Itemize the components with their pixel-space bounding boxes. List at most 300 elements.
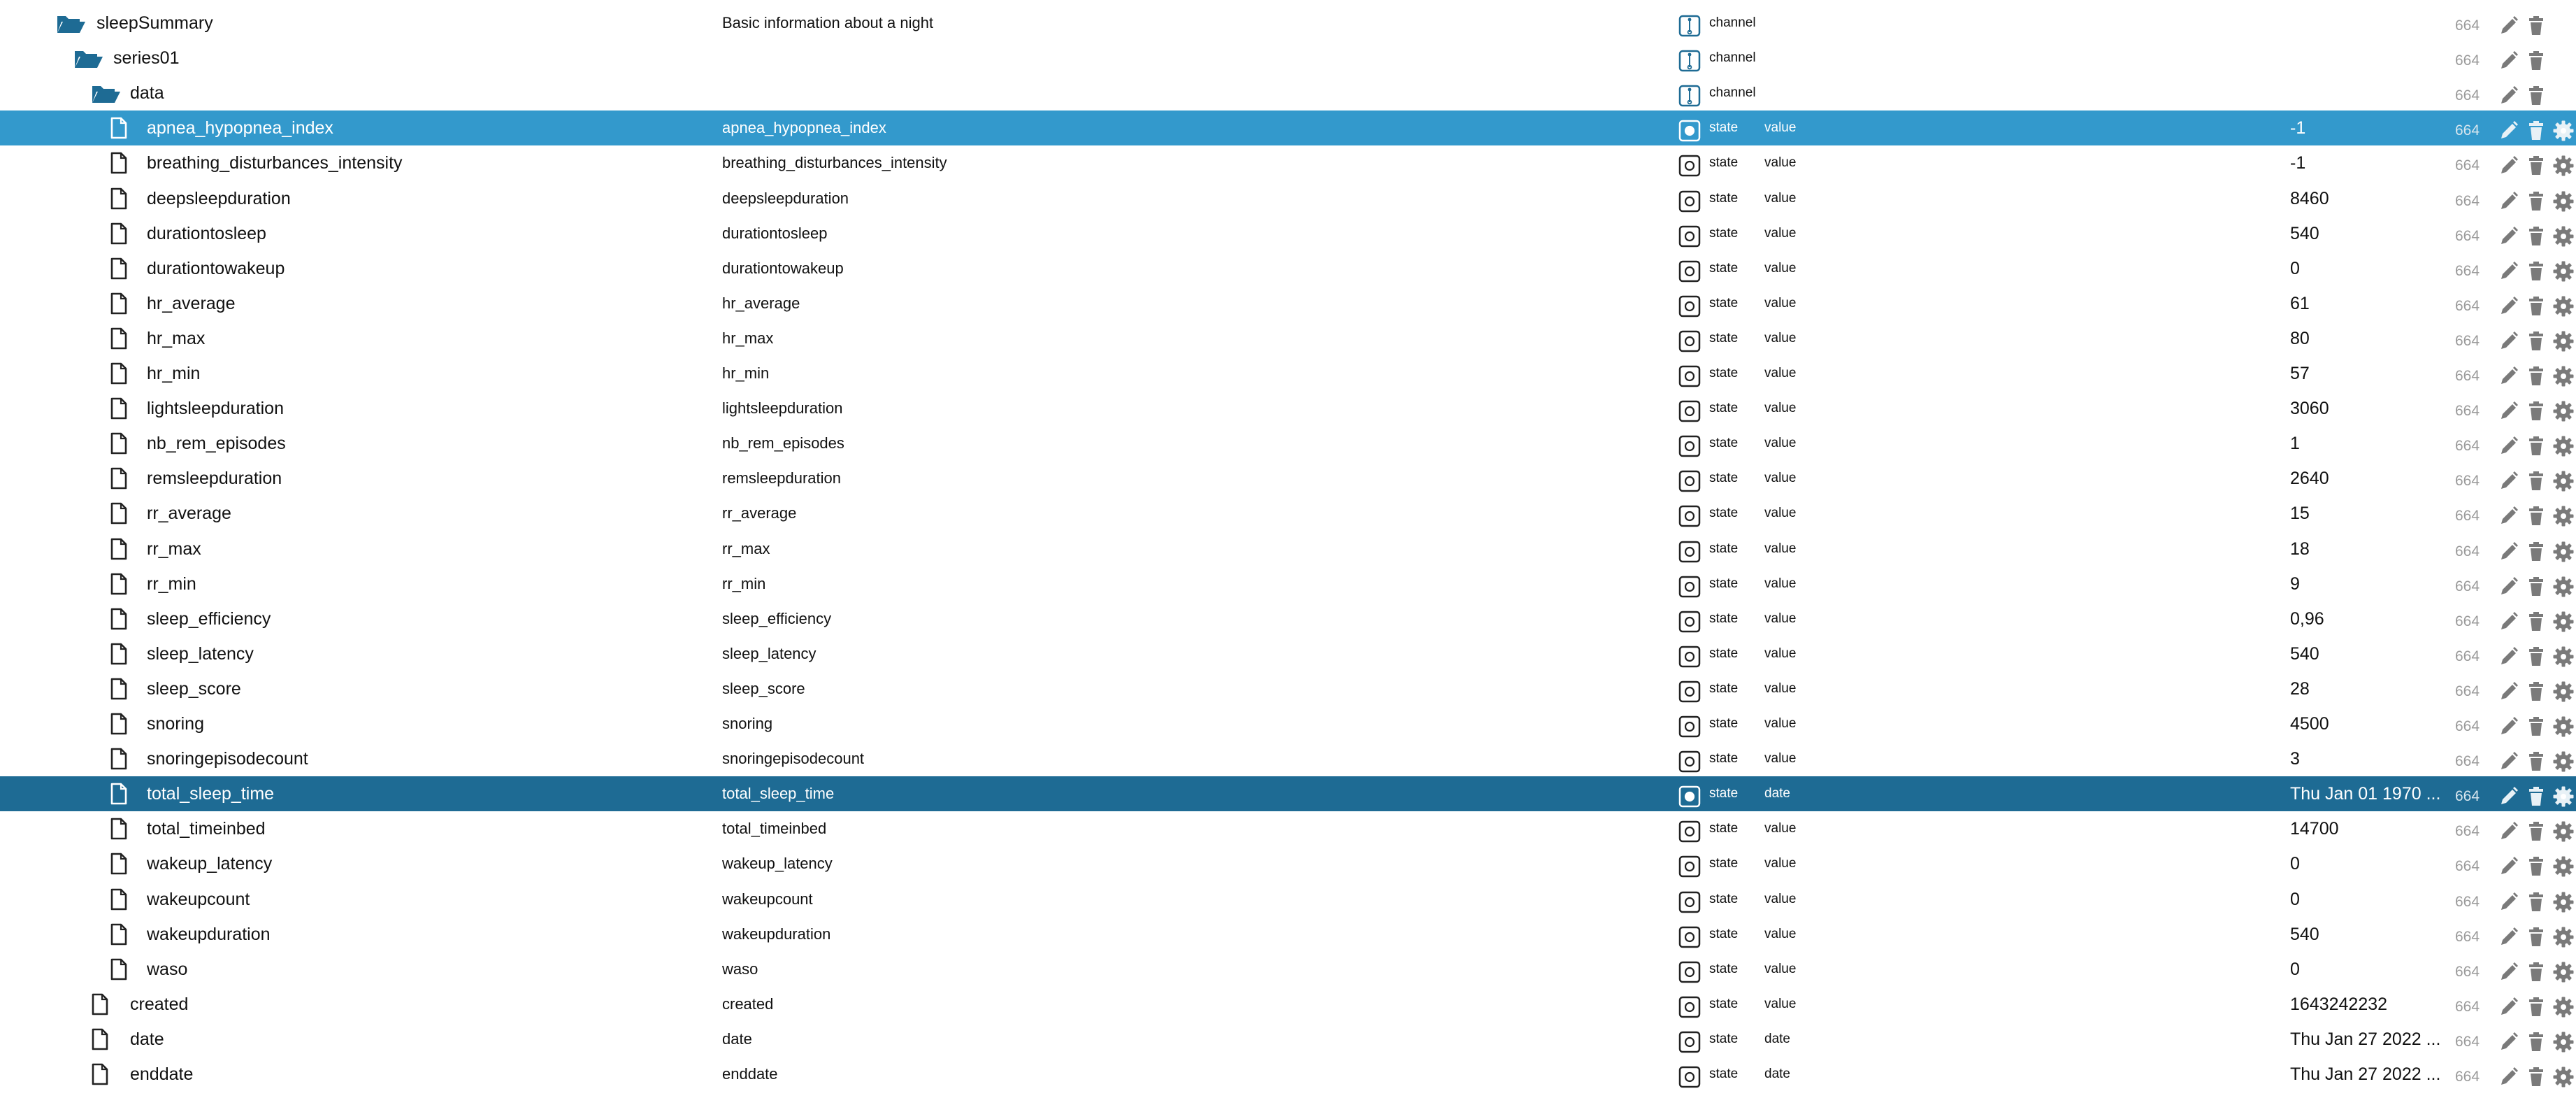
tree-row[interactable] xyxy=(0,145,2576,180)
settings-gear-icon[interactable] xyxy=(2553,541,2574,562)
object-role: value xyxy=(1764,120,1797,136)
file-icon xyxy=(110,853,131,875)
object-value[interactable]: 540 xyxy=(2290,643,2319,664)
object-value[interactable]: 61 xyxy=(2290,293,2310,313)
settings-gear-icon[interactable] xyxy=(2553,226,2574,247)
acl-badge: 664 xyxy=(2455,578,2480,594)
folder-open-icon[interactable] xyxy=(56,12,77,34)
object-value[interactable] xyxy=(2290,76,2458,110)
state-icon xyxy=(1678,820,1701,843)
delete-icon[interactable] xyxy=(2526,681,2547,702)
edit-icon[interactable] xyxy=(2498,85,2519,106)
object-role: value xyxy=(1764,680,1797,696)
object-type: state xyxy=(1709,926,1739,941)
object-type: state xyxy=(1709,1067,1739,1081)
tree-row[interactable] xyxy=(0,882,2576,917)
tree-row[interactable] xyxy=(0,181,2576,216)
delete-icon[interactable] xyxy=(2526,401,2547,422)
delete-icon[interactable] xyxy=(2526,576,2547,597)
object-value[interactable]: 18 xyxy=(2290,539,2310,559)
settings-gear-icon[interactable] xyxy=(2553,611,2574,632)
state-icon xyxy=(1678,785,1701,808)
file-icon xyxy=(110,573,131,595)
tree-row[interactable] xyxy=(0,1057,2576,1092)
settings-gear-icon[interactable] xyxy=(2553,120,2574,141)
object-value[interactable]: 0 xyxy=(2290,889,2300,909)
object-type: state xyxy=(1709,856,1739,871)
object-name: durationtosleep xyxy=(147,223,266,243)
delete-icon[interactable] xyxy=(2526,751,2547,772)
settings-gear-icon[interactable] xyxy=(2553,366,2574,387)
object-description: durationtowakeup xyxy=(722,259,844,277)
acl-badge: 664 xyxy=(2455,998,2480,1015)
edit-icon[interactable] xyxy=(2498,261,2519,282)
object-value[interactable]: 2640 xyxy=(2290,469,2329,489)
acl-badge: 664 xyxy=(2455,297,2480,314)
object-role: date xyxy=(1764,786,1790,801)
edit-icon[interactable] xyxy=(2498,892,2519,913)
delete-icon[interactable] xyxy=(2526,506,2547,527)
file-icon xyxy=(110,713,131,735)
object-type: state xyxy=(1709,996,1739,1011)
tree-row[interactable] xyxy=(0,251,2576,286)
acl-badge: 664 xyxy=(2455,683,2480,699)
settings-gear-icon[interactable] xyxy=(2553,191,2574,212)
tree-row[interactable] xyxy=(0,952,2576,987)
state-icon xyxy=(1678,435,1701,457)
tree-row[interactable] xyxy=(0,391,2576,426)
object-value[interactable]: -1 xyxy=(2290,118,2306,138)
state-icon xyxy=(1678,190,1701,213)
acl-badge: 664 xyxy=(2455,52,2480,69)
object-description: rr_max xyxy=(722,539,770,557)
object-type: state xyxy=(1709,1031,1739,1046)
delete-icon[interactable] xyxy=(2526,716,2547,737)
edit-icon[interactable] xyxy=(2498,120,2519,141)
settings-gear-icon[interactable] xyxy=(2553,1067,2574,1088)
state-icon xyxy=(1678,365,1701,387)
file-icon xyxy=(110,923,131,946)
settings-gear-icon[interactable] xyxy=(2553,506,2574,527)
settings-gear-icon[interactable] xyxy=(2553,646,2574,667)
tree-row[interactable] xyxy=(0,566,2576,601)
acl-badge: 664 xyxy=(2455,893,2480,910)
object-value[interactable]: 9 xyxy=(2290,573,2300,594)
delete-icon[interactable] xyxy=(2526,366,2547,387)
state-icon xyxy=(1678,646,1701,668)
delete-icon[interactable] xyxy=(2526,261,2547,282)
object-type: state xyxy=(1709,471,1739,486)
channel-icon xyxy=(1678,15,1701,37)
file-icon xyxy=(110,117,131,139)
object-value[interactable]: 3060 xyxy=(2290,399,2329,419)
tree-row[interactable] xyxy=(0,286,2576,321)
delete-icon[interactable] xyxy=(2526,541,2547,562)
edit-icon[interactable] xyxy=(2498,681,2519,702)
object-description: hr_max xyxy=(722,329,774,347)
delete-icon[interactable] xyxy=(2526,50,2547,71)
edit-icon[interactable] xyxy=(2498,471,2519,492)
edit-icon[interactable] xyxy=(2498,331,2519,352)
object-name: sleepSummary xyxy=(96,13,213,33)
delete-icon[interactable] xyxy=(2526,120,2547,141)
object-role: value xyxy=(1764,330,1797,345)
object-description: date xyxy=(722,1029,752,1048)
settings-gear-icon[interactable] xyxy=(2553,155,2574,176)
edit-icon[interactable] xyxy=(2498,751,2519,772)
object-value[interactable]: 3 xyxy=(2290,749,2300,769)
edit-icon[interactable] xyxy=(2498,15,2519,36)
object-role: value xyxy=(1764,366,1797,380)
object-type: state xyxy=(1709,366,1739,380)
object-value[interactable]: Thu Jan 01 1970 ... xyxy=(2290,784,2441,804)
object-value[interactable]: 0 xyxy=(2290,959,2300,979)
object-description: sleep_latency xyxy=(722,644,816,662)
delete-icon[interactable] xyxy=(2526,611,2547,632)
object-description: durationtosleep xyxy=(722,224,828,242)
object-type: state xyxy=(1709,786,1739,801)
object-description: Basic information about a night xyxy=(722,14,934,31)
object-description: wakeupduration xyxy=(722,925,831,943)
object-role: date xyxy=(1764,1067,1790,1081)
edit-icon[interactable] xyxy=(2498,155,2519,176)
object-value[interactable] xyxy=(2290,41,2458,76)
state-icon xyxy=(1678,996,1701,1018)
edit-icon[interactable] xyxy=(2498,191,2519,212)
delete-icon[interactable] xyxy=(2526,997,2547,1018)
object-description: snoringepisodecount xyxy=(722,750,865,768)
folder-open-icon[interactable] xyxy=(91,82,112,104)
delete-icon[interactable] xyxy=(2526,892,2547,913)
object-description: total_sleep_time xyxy=(722,785,835,803)
edit-icon[interactable] xyxy=(2498,646,2519,667)
object-description: hr_min xyxy=(722,364,770,382)
delete-icon[interactable] xyxy=(2526,927,2547,948)
object-value[interactable]: 28 xyxy=(2290,678,2310,699)
object-name: deepsleepduration xyxy=(147,188,291,208)
edit-icon[interactable] xyxy=(2498,50,2519,71)
object-type: state xyxy=(1709,716,1739,731)
object-type: channel xyxy=(1709,85,1756,101)
tree-row[interactable] xyxy=(0,532,2576,566)
tree-row[interactable] xyxy=(0,426,2576,461)
delete-icon[interactable] xyxy=(2526,646,2547,667)
edit-icon[interactable] xyxy=(2498,436,2519,457)
settings-gear-icon[interactable] xyxy=(2553,436,2574,457)
object-role: value xyxy=(1764,401,1797,416)
file-icon xyxy=(110,818,131,840)
file-icon xyxy=(110,362,131,385)
edit-icon[interactable] xyxy=(2498,1032,2519,1053)
object-name: enddate xyxy=(130,1064,194,1084)
edit-icon[interactable] xyxy=(2498,541,2519,562)
state-icon xyxy=(1678,225,1701,248)
settings-gear-icon[interactable] xyxy=(2553,927,2574,948)
acl-badge: 664 xyxy=(2455,963,2480,980)
tree-row[interactable] xyxy=(0,216,2576,251)
edit-icon[interactable] xyxy=(2498,296,2519,317)
object-name: date xyxy=(130,1029,164,1049)
object-description: total_timeinbed xyxy=(722,820,827,838)
settings-gear-icon[interactable] xyxy=(2553,681,2574,702)
object-value[interactable]: 540 xyxy=(2290,924,2319,944)
delete-icon[interactable] xyxy=(2526,226,2547,247)
tree-row[interactable] xyxy=(0,76,2576,110)
object-name: breathing_disturbances_intensity xyxy=(147,153,403,173)
object-description: created xyxy=(722,994,774,1013)
object-name: sleep_latency xyxy=(147,643,254,664)
folder-open-icon[interactable] xyxy=(73,47,94,69)
tree-row[interactable] xyxy=(0,321,2576,356)
state-icon xyxy=(1678,576,1701,598)
object-name: data xyxy=(130,83,164,104)
delete-icon[interactable] xyxy=(2526,471,2547,492)
object-name: rr_max xyxy=(147,539,201,559)
tree-row[interactable] xyxy=(0,741,2576,776)
acl-badge: 664 xyxy=(2455,262,2480,279)
state-icon xyxy=(1678,260,1701,283)
object-type: state xyxy=(1709,506,1739,521)
tree-row[interactable] xyxy=(0,917,2576,952)
delete-icon[interactable] xyxy=(2526,1032,2547,1053)
edit-icon[interactable] xyxy=(2498,821,2519,842)
object-role: value xyxy=(1764,821,1797,836)
object-type: state xyxy=(1709,751,1739,767)
object-role: value xyxy=(1764,541,1797,556)
state-icon xyxy=(1678,1031,1701,1053)
object-name: rr_min xyxy=(147,573,196,594)
delete-icon[interactable] xyxy=(2526,1067,2547,1088)
edit-icon[interactable] xyxy=(2498,927,2519,948)
object-role: value xyxy=(1764,295,1797,311)
tree-row[interactable] xyxy=(0,356,2576,391)
channel-icon xyxy=(1678,85,1701,107)
edit-icon[interactable] xyxy=(2498,576,2519,597)
settings-gear-icon[interactable] xyxy=(2553,261,2574,282)
file-icon xyxy=(110,152,131,174)
object-type: state xyxy=(1709,611,1739,626)
tree-row[interactable] xyxy=(0,496,2576,531)
edit-icon[interactable] xyxy=(2498,611,2519,632)
object-role: value xyxy=(1764,996,1797,1011)
acl-badge: 664 xyxy=(2455,1069,2480,1085)
edit-icon[interactable] xyxy=(2498,401,2519,422)
acl-badge: 664 xyxy=(2455,928,2480,945)
tree-row[interactable] xyxy=(0,776,2576,811)
object-role: value xyxy=(1764,576,1797,591)
object-value[interactable]: 57 xyxy=(2290,364,2310,383)
edit-icon[interactable] xyxy=(2498,856,2519,877)
acl-badge: 664 xyxy=(2455,157,2480,174)
object-description: apnea_hypopnea_index xyxy=(722,119,886,137)
object-value[interactable]: 14700 xyxy=(2290,819,2339,839)
delete-icon[interactable] xyxy=(2526,856,2547,877)
object-name: lightsleepduration xyxy=(147,399,284,419)
object-value[interactable]: Thu Jan 27 2022 ... xyxy=(2290,1029,2441,1049)
settings-gear-icon[interactable] xyxy=(2553,856,2574,877)
delete-icon[interactable] xyxy=(2526,436,2547,457)
edit-icon[interactable] xyxy=(2498,506,2519,527)
settings-gear-icon[interactable] xyxy=(2553,751,2574,772)
tree-row[interactable] xyxy=(0,671,2576,706)
state-icon xyxy=(1678,505,1701,527)
tree-row[interactable] xyxy=(0,461,2576,496)
acl-badge: 664 xyxy=(2455,823,2480,840)
settings-gear-icon[interactable] xyxy=(2553,786,2574,807)
settings-gear-icon[interactable] xyxy=(2553,471,2574,492)
acl-badge: 664 xyxy=(2455,508,2480,525)
settings-gear-icon[interactable] xyxy=(2553,997,2574,1018)
object-value[interactable]: Thu Jan 27 2022 ... xyxy=(2290,1064,2441,1084)
object-value[interactable]: 4500 xyxy=(2290,714,2329,734)
object-name: series01 xyxy=(113,48,180,69)
object-value[interactable]: 1643242232 xyxy=(2290,994,2388,1014)
settings-gear-icon[interactable] xyxy=(2553,576,2574,597)
object-role: value xyxy=(1764,436,1797,451)
acl-badge: 664 xyxy=(2455,332,2480,349)
object-description: rr_average xyxy=(722,504,797,522)
tree-row[interactable] xyxy=(0,41,2576,76)
edit-icon[interactable] xyxy=(2498,716,2519,737)
delete-icon[interactable] xyxy=(2526,786,2547,807)
acl-badge: 664 xyxy=(2455,192,2480,209)
state-icon xyxy=(1678,400,1701,422)
delete-icon[interactable] xyxy=(2526,821,2547,842)
acl-badge: 664 xyxy=(2455,648,2480,664)
settings-gear-icon[interactable] xyxy=(2553,401,2574,422)
state-icon xyxy=(1678,891,1701,913)
object-name: sleep_score xyxy=(147,678,241,699)
object-value[interactable]: 80 xyxy=(2290,328,2310,348)
object-description: enddate xyxy=(722,1065,778,1083)
settings-gear-icon[interactable] xyxy=(2553,331,2574,352)
object-role: value xyxy=(1764,155,1797,171)
delete-icon[interactable] xyxy=(2526,331,2547,352)
object-role: value xyxy=(1764,611,1797,626)
object-type: state xyxy=(1709,401,1739,416)
object-type: channel xyxy=(1709,50,1756,66)
object-value[interactable]: 540 xyxy=(2290,223,2319,243)
tree-row[interactable] xyxy=(0,601,2576,636)
object-value[interactable]: 0 xyxy=(2290,854,2300,874)
object-description: rr_min xyxy=(722,574,766,592)
tree-row[interactable] xyxy=(0,6,2576,41)
object-name: created xyxy=(130,994,189,1014)
object-name: hr_max xyxy=(147,328,206,348)
settings-gear-icon[interactable] xyxy=(2553,716,2574,737)
tree-row[interactable] xyxy=(0,706,2576,741)
state-icon xyxy=(1678,155,1701,177)
state-icon xyxy=(1678,120,1701,142)
object-value[interactable]: 8460 xyxy=(2290,188,2329,208)
object-description: snoring xyxy=(722,715,773,732)
object-role: value xyxy=(1764,471,1797,486)
settings-gear-icon[interactable] xyxy=(2553,962,2574,983)
state-icon xyxy=(1678,855,1701,878)
object-value[interactable]: 0,96 xyxy=(2290,608,2324,629)
object-type: state xyxy=(1709,155,1739,171)
file-icon xyxy=(110,608,131,630)
object-type: state xyxy=(1709,821,1739,836)
delete-icon[interactable] xyxy=(2526,296,2547,317)
state-icon xyxy=(1678,961,1701,983)
edit-icon[interactable] xyxy=(2498,962,2519,983)
object-value[interactable] xyxy=(2290,6,2458,41)
delete-icon[interactable] xyxy=(2526,155,2547,176)
object-value[interactable]: 0 xyxy=(2290,258,2300,278)
object-name: snoringepisodecount xyxy=(147,749,308,769)
settings-gear-icon[interactable] xyxy=(2553,821,2574,842)
object-description: breathing_disturbances_intensity xyxy=(722,154,947,172)
edit-icon[interactable] xyxy=(2498,786,2519,807)
delete-icon[interactable] xyxy=(2526,85,2547,106)
file-icon xyxy=(110,467,131,490)
object-role: value xyxy=(1764,751,1797,767)
object-role: value xyxy=(1764,961,1797,976)
settings-gear-icon[interactable] xyxy=(2553,1032,2574,1053)
tree-row[interactable] xyxy=(0,811,2576,846)
settings-gear-icon[interactable] xyxy=(2553,892,2574,913)
file-icon xyxy=(110,292,131,315)
state-icon xyxy=(1678,750,1701,773)
edit-icon[interactable] xyxy=(2498,366,2519,387)
edit-icon[interactable] xyxy=(2498,997,2519,1018)
file-icon xyxy=(110,327,131,350)
file-icon xyxy=(91,1063,112,1085)
object-role: value xyxy=(1764,891,1797,906)
edit-icon[interactable] xyxy=(2498,226,2519,247)
delete-icon[interactable] xyxy=(2526,962,2547,983)
object-role: date xyxy=(1764,1031,1790,1046)
tree-row[interactable] xyxy=(0,110,2576,145)
file-icon xyxy=(110,643,131,665)
edit-icon[interactable] xyxy=(2498,1067,2519,1088)
settings-gear-icon[interactable] xyxy=(2553,296,2574,317)
acl-badge: 664 xyxy=(2455,613,2480,629)
file-icon xyxy=(110,958,131,981)
object-name: wakeupcount xyxy=(147,889,250,909)
tree-row[interactable] xyxy=(0,987,2576,1022)
acl-badge: 664 xyxy=(2455,788,2480,805)
delete-icon[interactable] xyxy=(2526,15,2547,36)
object-value[interactable]: 1 xyxy=(2290,434,2300,454)
acl-badge: 664 xyxy=(2455,718,2480,734)
object-value[interactable]: -1 xyxy=(2290,153,2306,173)
object-type: state xyxy=(1709,891,1739,906)
tree-row[interactable] xyxy=(0,846,2576,881)
channel-icon xyxy=(1678,50,1701,72)
object-description: remsleepduration xyxy=(722,469,841,487)
object-type: state xyxy=(1709,260,1739,276)
file-icon xyxy=(110,678,131,700)
state-icon xyxy=(1678,330,1701,352)
delete-icon[interactable] xyxy=(2526,191,2547,212)
object-role: value xyxy=(1764,225,1797,241)
file-icon xyxy=(91,993,112,1015)
state-icon xyxy=(1678,295,1701,318)
acl-badge: 664 xyxy=(2455,543,2480,559)
object-type: state xyxy=(1709,961,1739,976)
object-description: sleep_score xyxy=(722,679,805,697)
tree-row[interactable] xyxy=(0,1022,2576,1057)
tree-row[interactable] xyxy=(0,636,2576,671)
object-type: state xyxy=(1709,436,1739,451)
object-value[interactable]: 15 xyxy=(2290,504,2310,524)
state-icon xyxy=(1678,926,1701,948)
file-icon xyxy=(110,397,131,420)
object-role: value xyxy=(1764,646,1797,661)
file-icon xyxy=(110,748,131,770)
